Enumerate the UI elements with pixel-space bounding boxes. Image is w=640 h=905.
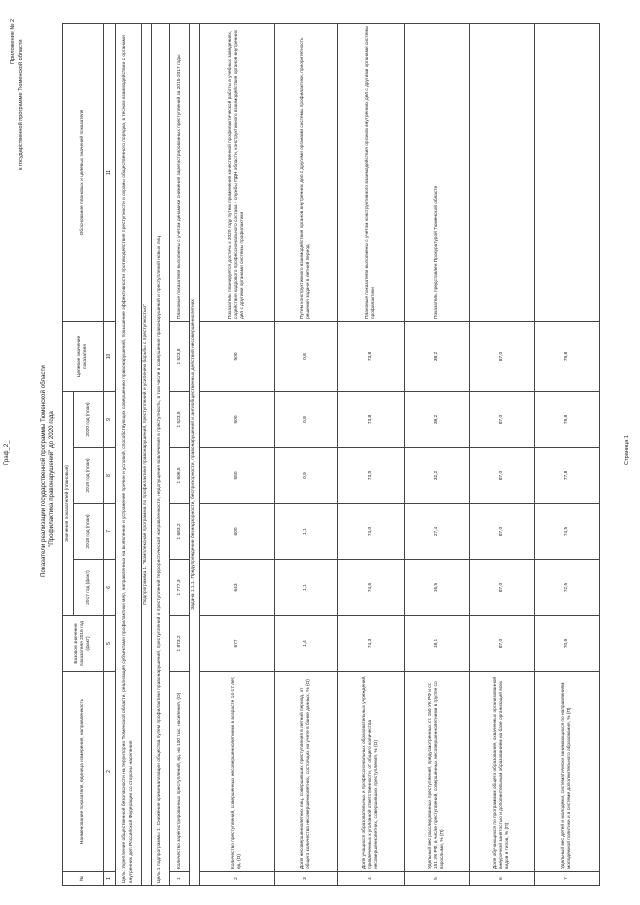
row-name: Удельный вес расследованных преступлений, предусмотренных ст. 150 УК РФ и ст. 151 УК РФ, в числе преступлений, совершенных несовершеннолетними в группе со взрослыми, % (П) — [405, 672, 470, 872]
row-2019: 550 — [200, 448, 275, 504]
col-number: 1 — [104, 872, 116, 886]
header-justification: Обоснование плановых и целевых значений показателя — [63, 24, 104, 322]
row-no: 5 — [405, 872, 470, 886]
subprogram-row: Подпрограмма 1. "Комплексная программа по профилактике правонарушений, преступлений и усилению борьбы с преступностью" — [142, 24, 152, 886]
row-target: 38,2 — [405, 322, 470, 392]
row-no: 6 — [470, 872, 535, 886]
row-target: 87,0 — [470, 322, 535, 392]
header-target: Целевое значение показателя — [63, 322, 104, 392]
row-2019: 87,0 — [470, 448, 535, 504]
header-base: Базовое значение показателя 2016 год (факт) — [63, 616, 104, 672]
table-row — [275, 24, 338, 886]
row-2020: 0,8 — [275, 392, 338, 448]
col-number: 2 — [104, 672, 116, 872]
row-base: 1 873,2 — [170, 616, 190, 672]
row-justification: Показатель представлен Прокуратурой Тюменской области — [405, 24, 470, 322]
row-base: 70,9 — [535, 616, 600, 672]
row-2018: 1,1 — [275, 504, 338, 560]
appendix-subtitle: к государственной программе Тюменской области — [18, 39, 24, 170]
row-2018: 87,0 — [470, 504, 535, 560]
row-2018: 74,0 — [338, 504, 405, 560]
row-2017: 1 777,3 — [170, 560, 190, 616]
row-justification: Путем конструктивного взаимодействия органов внутренних дел с другими органами системы профилактики, приоритетность решения задачи в летний период — [275, 24, 338, 322]
row-2019: 77,8 — [535, 448, 600, 504]
goal-row: Цель: Укрепление общественной безопасности на территории Тюменской области, реализация субъектами профилактики мер, направленных на выявление и устранение причин и условий, способствующих совершению правонарушений, повышение эффективности противодействия преступности и охраны общественного порядка, в тесном взаимодействии с органами внутренних дел Российской Федерации со стороны населения — [116, 24, 142, 886]
row-name: Доля учащихся образовательных и профессиональных образовательных учреждений, привлеченных к уголовной ответственности, от общего количества несовершеннолетних, совершивших преступления, % (О) — [338, 672, 405, 872]
table-row — [170, 24, 190, 886]
row-2020: 1 523,9 — [170, 392, 190, 448]
row-name: Количество зарегистрированных преступлений, ед. на 100 тыс. населения, (О) — [170, 672, 190, 872]
row-name: Доля обучающихся по программам общего образования, охваченных организованной внеурочной занятостью и дополнительным образованием на базе организаций всех видов и типов, % (П) — [470, 672, 535, 872]
header-2020: 2020 год (план) — [74, 392, 104, 448]
row-base: 74,3 — [338, 616, 405, 672]
row-base: 87,0 — [470, 616, 535, 672]
row-2020: 79,8 — [535, 392, 600, 448]
row-2019: 1 606,5 — [170, 448, 190, 504]
column-numbers-row — [104, 24, 116, 886]
row-target: 73,8 — [338, 322, 405, 392]
header-2017: 2017 год (факт) — [74, 560, 104, 616]
header-2018: 2018 год (план) — [74, 504, 104, 560]
col-number: 10 — [104, 322, 116, 392]
row-target: 79,8 — [535, 322, 600, 392]
row-justification: Плановые показатели выполнены с учетом конструктивного взаимодействия органов внутренних дел с другими органами системы профилактики — [338, 24, 405, 322]
table-row — [535, 24, 600, 886]
row-2018: 600 — [200, 504, 275, 560]
row-2017: 72,5 — [535, 560, 600, 616]
header-no: № — [63, 872, 104, 886]
row-justification: Плановые показатели выполнены с учетом динамики снижения зарегистрированных преступлений за 2015-2017 годы — [170, 24, 190, 322]
row-no: 1 — [170, 872, 190, 886]
row-justification — [470, 24, 535, 322]
col-number: 8 — [104, 448, 116, 504]
row-2018: 1 683,2 — [170, 504, 190, 560]
row-name: Количество преступлений, совершенных несовершеннолетними в возрасте 14-17 лет, ед. (О) — [200, 672, 275, 872]
col-number: 7 — [104, 504, 116, 560]
col-number: 11 — [104, 24, 116, 322]
row-2017: 1,1 — [275, 560, 338, 616]
col-number: 5 — [104, 616, 116, 672]
row-2018: 27,4 — [405, 504, 470, 560]
row-name: Удельный вес детей и молодежи, систематически занимающихся по направлениям молодежной политики и в системе дополнительного образования, % (П) — [535, 672, 600, 872]
row-base: 18,1 — [405, 616, 470, 672]
row-base: 1,4 — [275, 616, 338, 672]
row-no: 3 — [275, 872, 338, 886]
row-no: 7 — [535, 872, 600, 886]
appendix-title: Приложение № 2 — [10, 18, 16, 64]
row-justification — [535, 24, 600, 322]
row-2017: 87,0 — [470, 560, 535, 616]
row-base: 677 — [200, 616, 275, 672]
header-planned-group: Значения показателей (плановые) — [63, 392, 74, 616]
header-name: Наименование показателя, единица измерения, направленность — [63, 672, 104, 872]
document-title-line2: "Профилактика правонарушений" до 2020 года — [48, 411, 55, 547]
row-2020: 73,8 — [338, 392, 405, 448]
document-title-line1: Показатели реализации государственной программы Тюменской области — [40, 365, 47, 577]
row-2019: 73,9 — [338, 448, 405, 504]
row-target: 1 523,9 — [170, 322, 190, 392]
row-no: 2 — [200, 872, 275, 886]
table-row — [470, 24, 535, 886]
row-2019: 32,2 — [405, 448, 470, 504]
row-target: 0,8 — [275, 322, 338, 392]
top-label: Граф_2_ — [4, 440, 10, 465]
row-2020: 500 — [200, 392, 275, 448]
row-2018: 74,5 — [535, 504, 600, 560]
row-target: 500 — [200, 322, 275, 392]
header-2019: 2019 год (план) — [74, 448, 104, 504]
row-2017: 74,6 — [338, 560, 405, 616]
indicators-table — [62, 23, 600, 886]
row-justification: Показатель планируется достичь к 2020 году путем применения качественной профилактической работы в учебных заведениях, содействия кадрового профессионального состава - службы ПДН области, конструктивного взаимодействия органов внутренних дел с другими органами системы профилактики — [200, 24, 275, 322]
col-number: 9 — [104, 392, 116, 448]
col-number: 6 — [104, 560, 116, 616]
row-no: 4 — [338, 872, 405, 886]
row-2020: 38,2 — [405, 392, 470, 448]
table-row — [200, 24, 275, 886]
row-2017: 643 — [200, 560, 275, 616]
row-2020: 87,0 — [470, 392, 535, 448]
row-2019: 0,9 — [275, 448, 338, 504]
page-footer: Страница 1 — [624, 434, 630, 465]
table-row — [338, 24, 405, 886]
subgoal-row: Цель 1 подпрограммы 1. Снижение криминализации общества путем профилактики правонарушений, преступлений и преступлений террористической направленности, недопущения вовлечения в преступность, в том числе в совершение правонарушений и преступлений новых лиц — [152, 24, 170, 886]
row-2017: 16,5 — [405, 560, 470, 616]
row-name: Доля несовершеннолетних лиц, совершивших преступления в летний период, от общего количества несовершеннолетних, состоящих на учете в банке данных, % (О) — [275, 672, 338, 872]
task-row: Задача 1.1.1. Предупреждение безнадзорности, беспризорности, правонарушений и антиобщественных действий несовершеннолетних — [190, 24, 200, 886]
table-row — [405, 24, 470, 886]
